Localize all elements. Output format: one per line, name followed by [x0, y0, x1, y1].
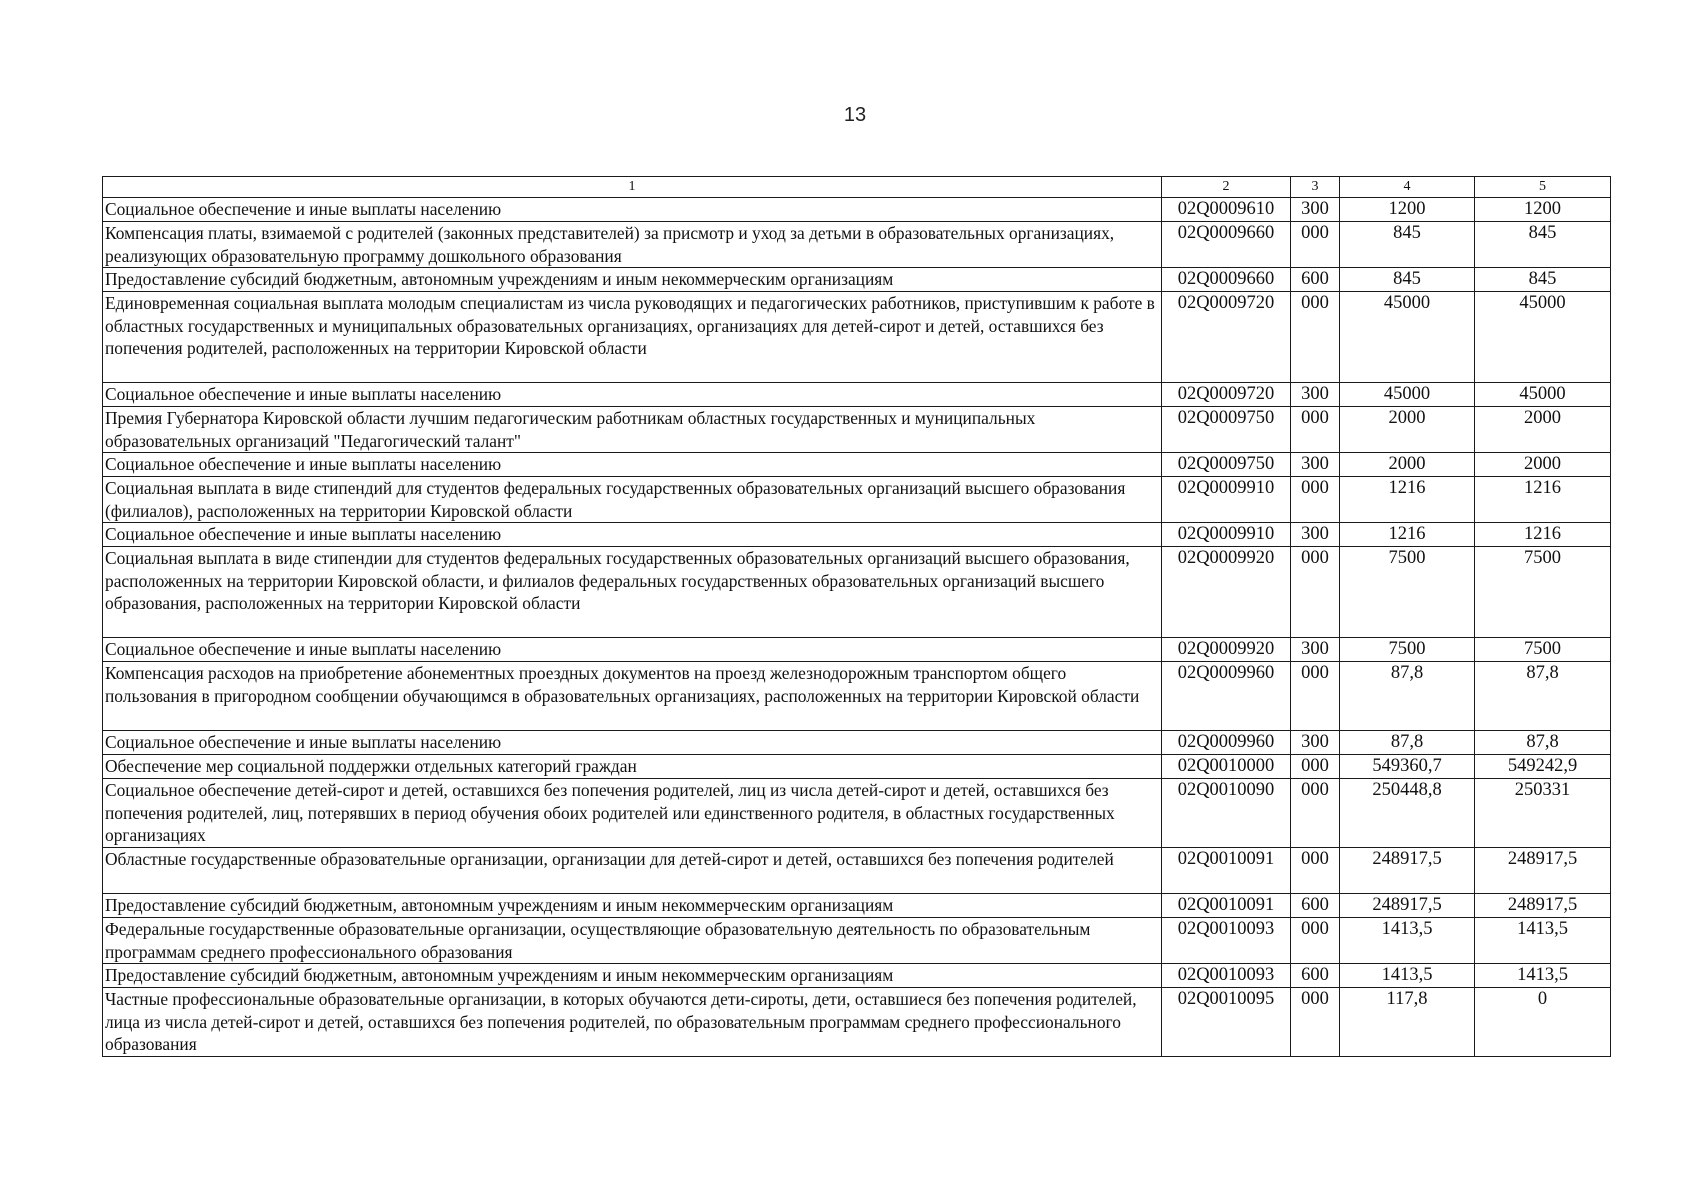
row-kind: 000	[1291, 988, 1340, 1057]
row-value-4: 1216	[1340, 523, 1475, 547]
row-value-4: 549360,7	[1340, 755, 1475, 779]
row-value-4: 250448,8	[1340, 779, 1475, 848]
row-code: 02Q0010093	[1162, 918, 1291, 964]
row-value-5: 1216	[1475, 477, 1611, 523]
table-row	[103, 268, 1611, 292]
row-value-4: 1413,5	[1340, 918, 1475, 964]
header-col-1: 1	[103, 177, 1162, 198]
row-value-4: 2000	[1340, 453, 1475, 477]
row-kind: 000	[1291, 547, 1340, 638]
table-row	[103, 848, 1611, 894]
row-code: 02Q0009920	[1162, 547, 1291, 638]
row-name: Социальное обеспечение и иные выплаты населению	[103, 198, 1162, 222]
row-value-4: 7500	[1340, 638, 1475, 662]
row-value-5: 248917,5	[1475, 848, 1611, 894]
row-kind: 300	[1291, 523, 1340, 547]
row-code: 02Q0010000	[1162, 755, 1291, 779]
row-value-5: 0	[1475, 988, 1611, 1057]
row-kind: 300	[1291, 383, 1340, 407]
row-kind: 300	[1291, 731, 1340, 755]
row-value-4: 1200	[1340, 198, 1475, 222]
row-name: Обеспечение мер социальной поддержки отдельных категорий граждан	[103, 755, 1162, 779]
row-kind: 000	[1291, 662, 1340, 731]
table-row	[103, 662, 1611, 731]
row-value-4: 7500	[1340, 547, 1475, 638]
row-value-4: 1413,5	[1340, 964, 1475, 988]
row-code: 02Q0010095	[1162, 988, 1291, 1057]
row-name: Социальное обеспечение и иные выплаты населению	[103, 731, 1162, 755]
row-value-5: 87,8	[1475, 662, 1611, 731]
row-code: 02Q0009960	[1162, 731, 1291, 755]
row-kind: 000	[1291, 848, 1340, 894]
table-row	[103, 918, 1611, 964]
row-value-5: 2000	[1475, 407, 1611, 453]
row-kind: 300	[1291, 453, 1340, 477]
row-kind: 000	[1291, 755, 1340, 779]
row-code: 02Q0009610	[1162, 198, 1291, 222]
row-value-4: 248917,5	[1340, 894, 1475, 918]
table-row	[103, 523, 1611, 547]
row-code: 02Q0009920	[1162, 638, 1291, 662]
table-row	[103, 547, 1611, 638]
table-row	[103, 988, 1611, 1057]
row-name: Предоставление субсидий бюджетным, автономным учреждениям и иным некоммерческим организациям	[103, 964, 1162, 988]
row-value-5: 845	[1475, 268, 1611, 292]
row-value-4: 2000	[1340, 407, 1475, 453]
table-row	[103, 453, 1611, 477]
row-name: Федеральные государственные образовательные организации, осуществляющие образовательную деятельность по образовательным программам среднего профессионального образования	[103, 918, 1162, 964]
row-value-5: 7500	[1475, 547, 1611, 638]
row-kind: 600	[1291, 964, 1340, 988]
row-code: 02Q0009660	[1162, 268, 1291, 292]
header-row	[103, 177, 1611, 198]
table-row	[103, 222, 1611, 268]
row-value-5: 1216	[1475, 523, 1611, 547]
table-row	[103, 198, 1611, 222]
table-row	[103, 755, 1611, 779]
row-name: Компенсация расходов на приобретение абонементных проездных документов на проезд железнодорожным транспортом общего пользования в пригородном сообщении обучающимся в образовательных организациях, расположенных на территории Кировской области	[103, 662, 1162, 731]
row-name: Социальное обеспечение и иные выплаты населению	[103, 638, 1162, 662]
row-kind: 000	[1291, 477, 1340, 523]
row-kind: 000	[1291, 407, 1340, 453]
row-value-4: 845	[1340, 222, 1475, 268]
header-col-2: 2	[1162, 177, 1291, 198]
row-value-4: 87,8	[1340, 662, 1475, 731]
table-row	[103, 477, 1611, 523]
row-name: Социальная выплата в виде стипендии для студентов федеральных государственных образовательных организаций высшего образования, расположенных на территории Кировской области, и филиалов федеральных государственных образовательных организаций высшего образования, расположенных на территории Кировской области	[103, 547, 1162, 638]
row-kind: 000	[1291, 918, 1340, 964]
row-value-5: 248917,5	[1475, 894, 1611, 918]
row-kind: 300	[1291, 198, 1340, 222]
row-name: Частные профессиональные образовательные организации, в которых обучаются дети-сироты, дети, оставшиеся без попечения родителей, лица из числа детей-сирот и детей, оставшихся без попечения родителей, по образовательным программам среднего профессионального образования	[103, 988, 1162, 1057]
row-code: 02Q0009720	[1162, 383, 1291, 407]
header-col-3: 3	[1291, 177, 1340, 198]
table-row	[103, 964, 1611, 988]
table-row	[103, 407, 1611, 453]
row-name: Социальное обеспечение и иные выплаты населению	[103, 523, 1162, 547]
row-value-4: 45000	[1340, 292, 1475, 383]
row-code: 02Q0009750	[1162, 453, 1291, 477]
row-kind: 600	[1291, 268, 1340, 292]
row-name: Социальное обеспечение и иные выплаты населению	[103, 453, 1162, 477]
row-value-5: 7500	[1475, 638, 1611, 662]
row-value-5: 1413,5	[1475, 918, 1611, 964]
row-code: 02Q0009960	[1162, 662, 1291, 731]
row-value-4: 117,8	[1340, 988, 1475, 1057]
row-name: Единовременная социальная выплата молодым специалистам из числа руководящих и педагогических работников, приступившим к работе в областных государственных и муниципальных образовательных организациях, организациях для детей-сирот и детей, оставшихся без попечения родителей, расположенных на территории Кировской области	[103, 292, 1162, 383]
row-code: 02Q0009910	[1162, 477, 1291, 523]
row-value-5: 250331	[1475, 779, 1611, 848]
row-value-4: 1216	[1340, 477, 1475, 523]
page-number: 13	[843, 104, 867, 126]
row-code: 02Q0009910	[1162, 523, 1291, 547]
row-value-5: 45000	[1475, 292, 1611, 383]
row-name: Социальное обеспечение и иные выплаты населению	[103, 383, 1162, 407]
row-kind: 000	[1291, 292, 1340, 383]
row-value-4: 248917,5	[1340, 848, 1475, 894]
row-code: 02Q0010090	[1162, 779, 1291, 848]
row-name: Областные государственные образовательные организации, организации для детей-сирот и детей, оставшихся без попечения родителей	[103, 848, 1162, 894]
table-row	[103, 779, 1611, 848]
row-value-5: 845	[1475, 222, 1611, 268]
row-name: Социальная выплата в виде стипендий для студентов федеральных государственных образовательных организаций высшего образования (филиалов), расположенных на территории Кировской области	[103, 477, 1162, 523]
row-name: Предоставление субсидий бюджетным, автономным учреждениям и иным некоммерческим организациям	[103, 894, 1162, 918]
row-value-5: 87,8	[1475, 731, 1611, 755]
table-row	[103, 638, 1611, 662]
row-code: 02Q0009750	[1162, 407, 1291, 453]
row-name: Премия Губернатора Кировской области лучшим педагогическим работникам областных государственных и муниципальных образовательных организаций "Педагогический талант"	[103, 407, 1162, 453]
row-code: 02Q0010091	[1162, 848, 1291, 894]
budget-table	[102, 176, 1611, 1057]
table-row	[103, 383, 1611, 407]
row-value-5: 549242,9	[1475, 755, 1611, 779]
table-row	[103, 731, 1611, 755]
row-code: 02Q0010093	[1162, 964, 1291, 988]
header-col-5: 5	[1475, 177, 1611, 198]
row-name: Предоставление субсидий бюджетным, автономным учреждениям и иным некоммерческим организациям	[103, 268, 1162, 292]
row-value-5: 1200	[1475, 198, 1611, 222]
row-code: 02Q0009720	[1162, 292, 1291, 383]
row-value-5: 2000	[1475, 453, 1611, 477]
row-value-4: 45000	[1340, 383, 1475, 407]
row-kind: 600	[1291, 894, 1340, 918]
row-name: Компенсация платы, взимаемой с родителей (законных представителей) за присмотр и уход за детьми в образовательных организациях, реализующих образовательную программу дошкольного образования	[103, 222, 1162, 268]
row-kind: 300	[1291, 638, 1340, 662]
table-row	[103, 894, 1611, 918]
row-value-4: 845	[1340, 268, 1475, 292]
header-col-4: 4	[1340, 177, 1475, 198]
row-kind: 000	[1291, 222, 1340, 268]
row-value-5: 1413,5	[1475, 964, 1611, 988]
row-kind: 000	[1291, 779, 1340, 848]
row-name: Социальное обеспечение детей-сирот и детей, оставшихся без попечения родителей, лиц из числа детей-сирот и детей, оставшихся без попечения родителей, лиц, потерявших в период обучения обоих родителей или единственного родителя, в областных государственных организациях	[103, 779, 1162, 848]
row-code: 02Q0009660	[1162, 222, 1291, 268]
row-value-4: 87,8	[1340, 731, 1475, 755]
row-code: 02Q0010091	[1162, 894, 1291, 918]
table-row	[103, 292, 1611, 383]
row-value-5: 45000	[1475, 383, 1611, 407]
